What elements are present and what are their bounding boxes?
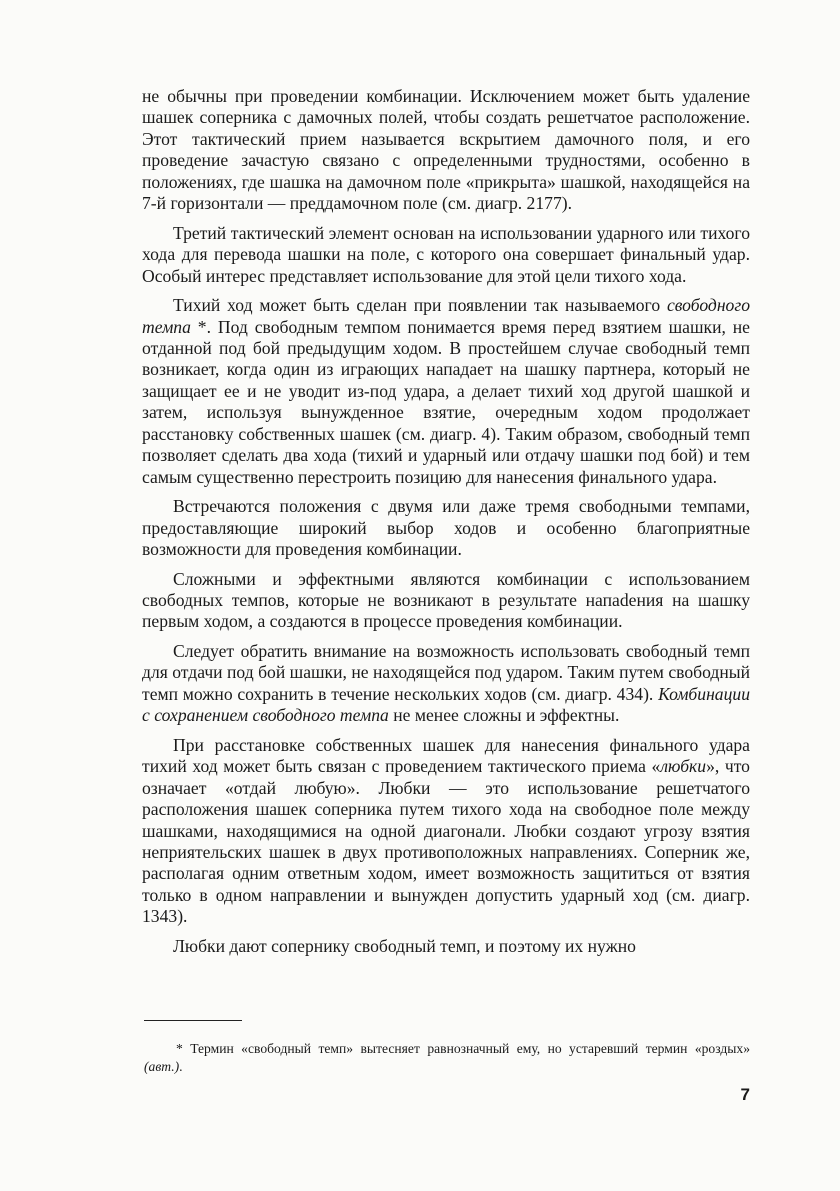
footnote-author-note: (авт.)	[144, 1059, 180, 1074]
paragraph-6: Следует обратить внимание на возможность использовать свободный темп для отдачи под бой шашки, не находящейся под ударом. Таким путем свободный темп можно сохранить в течение нескольких ходов (см. диагр. 434). Комбинации с сохранением свободного темпа не менее сложны и эффектны.	[142, 640, 750, 726]
italic-term: любки	[660, 756, 707, 777]
paragraph-4: Встречаются положения с двумя или даже тремя свободными темпами, предоставляющие широкий выбор ходов и особенно благоприятные возможности для проведения комбинации.	[142, 496, 750, 560]
italic-term: Комбинации с сохранением свободного темпа	[142, 683, 750, 726]
paragraph-7: При расстановке собственных шашек для нанесения финального удара тихий ход может быть связан с проведением тактического приема «любки», что означает «отдай любую». Любки — это использование решетчатого расположения шашек соперника путем тихого хода на свободное поле между шашками, находящимися на одной диагонали. Любки создают угрозу взятия неприятельских шашек в двух противоположных направлениях. Соперник же, располагая одним ответным ходом, имеет возможность защититься от взятия только в одном направлении и вынужден допустить ударный ход (см. диагр. 1343).	[142, 734, 750, 927]
page-number: 7	[740, 1085, 750, 1104]
paragraph-5: Сложными и эффектными являются комбинации с использованием свободных темпов, которые не возникают в результате напаdения на шашку первым ходом, а создаются в процессе проведения комбинации.	[142, 568, 750, 632]
paragraph-1: не обычны при проведении комбинации. Исключением может быть удаление шашек соперника с дамочных полей, чтобы создать решетчатое расположение. Этот тактический прием называется вскрытием дамочного поля, и его проведение зачастую связано с определенными трудностями, особенно в положениях, где шашка на дамочном поле «прикрыта» шашкой, находящейся на 7-й горизонтали — преддамочном поле (см. диагр. 2177).	[142, 86, 750, 214]
paragraph-3: Тихий ход может быть сделан при появлении так называемого свободного темпа *. Под свободным темпом понимается время перед взятием шашки, не отданной под бой предыдущим ходом. В простейшем случае свободный темп возникает, когда один из играющих нападает на шашку партнера, который не защищает ее и не уводит из-под удара, а делает тихий ход другой шашкой и затем, используя вынужденное взятие, очередным ходом продолжает расстановку собственных шашек (см. диагр. 4). Таким образом, свободный темп позволяет сделать два хода (тихий и ударный или отдачу шашки под бой) и тем самым существенно перестроить позицию для нанесения финального удара.	[142, 295, 750, 487]
italic-term: свободного темпа	[142, 295, 750, 337]
footnote-divider	[144, 1020, 242, 1021]
footnote: * Термин «свободный темп» вытесняет равнозначный ему, но устаревший термин «роздых» (авт.).	[144, 1041, 750, 1074]
paragraph-8: Любки дают сопернику свободный темп, и поэтому их нужно	[173, 935, 636, 956]
paragraph-2: Третий тактический элемент основан на использовании ударного или тихого хода для перевода шашки на поле, с которого она совершает финальный удар. Особый интерес представляет использование для этой цели тихого хода.	[142, 222, 750, 286]
body-text	[142, 86, 750, 957]
